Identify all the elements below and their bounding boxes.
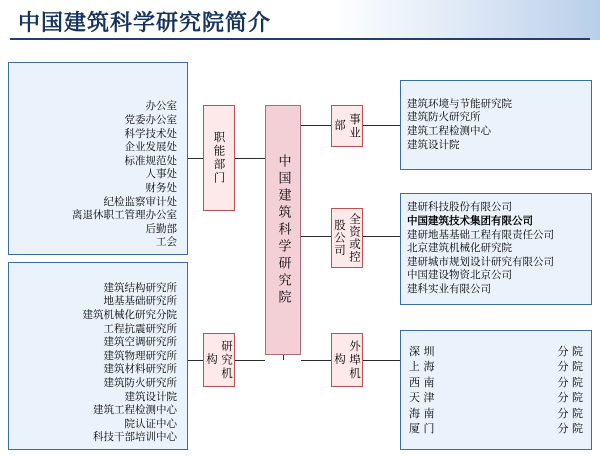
list-item: 工会 — [156, 236, 177, 249]
list-item: 建筑机械化研究分院 — [82, 309, 177, 322]
branch-suffix: 分 院 — [557, 375, 583, 389]
branch-offices-label-text: 外埠机构 — [333, 339, 362, 381]
list-item: 建筑结构研究所 — [103, 281, 177, 294]
branch-city: 天 津 — [409, 391, 435, 404]
list-item: 建筑材料研究所 — [103, 363, 177, 376]
branch-suffix: 分 院 — [557, 391, 583, 404]
branch-suffix: 分 院 — [557, 422, 583, 435]
connector-line — [283, 355, 284, 360]
branch-city: 上 海 — [409, 360, 435, 373]
connector-line — [188, 158, 203, 159]
list-item: 地基基础研究所 — [103, 295, 177, 308]
business-division-list — [400, 80, 592, 170]
list-item: 财务处 — [145, 182, 177, 195]
center-institute-label: 中国建筑科学研究院 — [275, 153, 291, 307]
list-item: 标准规范处 — [124, 154, 177, 167]
connector-line — [363, 125, 400, 126]
list-item — [409, 390, 583, 406]
list-item: 建筑工程检测中心 — [407, 125, 491, 137]
functional-departments-list — [8, 62, 188, 255]
list-item: 科学技术处 — [124, 127, 177, 140]
functional-departments-label — [203, 105, 235, 211]
holding-companies-list — [400, 193, 592, 305]
list-item: 建筑设计院 — [407, 138, 460, 151]
page-title: 中国建筑科学研究院简介 — [18, 11, 272, 36]
connector-line — [301, 125, 331, 126]
list-item: 建研地基基础工程有限责任公司 — [407, 228, 554, 241]
list-item: 办公室 — [145, 100, 177, 113]
connector-line — [188, 360, 203, 361]
research-institutes-label-text: 研究机构 — [205, 339, 234, 381]
title-divider — [10, 38, 590, 40]
list-item — [409, 421, 583, 437]
branch-suffix: 分 院 — [557, 406, 583, 420]
list-item: 建筑环境与节能研究院 — [407, 97, 512, 110]
holding-companies-label-text: 全资或控股公司 — [333, 213, 362, 263]
list-item — [409, 344, 583, 360]
branch-city: 海 南 — [409, 406, 435, 420]
list-item: 人事处 — [145, 168, 177, 181]
list-item — [409, 406, 583, 422]
list-item: 建筑物理研究所 — [103, 349, 177, 362]
list-item: 建研科技股份有限公司 — [407, 201, 512, 214]
functional-departments-label-text: 职能部门 — [212, 131, 227, 185]
list-item: 离退休职工管理办公室 — [72, 209, 177, 222]
list-item: 北京建筑机械化研究院 — [407, 242, 512, 255]
branch-city: 深 圳 — [409, 344, 435, 358]
connector-line — [235, 158, 265, 159]
list-item: 党委办公室 — [124, 114, 177, 127]
center-institute-box — [265, 105, 301, 355]
list-item: 后勤部 — [145, 222, 177, 235]
branch-offices-label — [331, 333, 363, 387]
list-item: 建筑防火研究所 — [407, 111, 481, 124]
list-item-highlighted: 中国建筑技术集团有限公司 — [407, 215, 533, 228]
branch-suffix: 分 院 — [557, 344, 583, 358]
list-item: 建筑空调研究所 — [103, 336, 177, 349]
branch-city: 厦 门 — [409, 422, 435, 435]
list-item — [409, 359, 583, 375]
list-item: 建科实业有限公司 — [407, 282, 491, 295]
list-item: 工程抗震研究所 — [103, 322, 177, 335]
research-institutes-list — [8, 262, 188, 450]
business-division-label-text: 事业部 — [333, 112, 362, 140]
list-item: 建研城市规划设计研究有限公司 — [407, 255, 554, 268]
business-division-label — [331, 105, 363, 147]
connector-line — [363, 236, 400, 237]
list-item: 科技干部培训中心 — [93, 431, 177, 444]
branch-suffix: 分 院 — [557, 360, 583, 373]
branch-offices-list — [400, 330, 592, 450]
list-item — [409, 375, 583, 391]
list-item: 企业发展处 — [124, 141, 177, 154]
connector-line — [235, 360, 265, 361]
connector-line — [301, 236, 331, 237]
branch-city: 西 南 — [409, 375, 435, 389]
connector-line — [301, 360, 331, 361]
list-item: 建筑工程检测中心 — [93, 404, 177, 417]
list-item: 院认证中心 — [124, 417, 177, 430]
list-item: 建筑设计院 — [124, 390, 177, 403]
research-institutes-label — [203, 333, 235, 387]
list-item: 纪检监察审计处 — [103, 195, 177, 208]
connector-line — [363, 360, 400, 361]
list-item: 建筑防火研究所 — [103, 377, 177, 390]
holding-companies-label — [331, 208, 363, 268]
list-item: 中国建设物资北京公司 — [407, 269, 512, 282]
